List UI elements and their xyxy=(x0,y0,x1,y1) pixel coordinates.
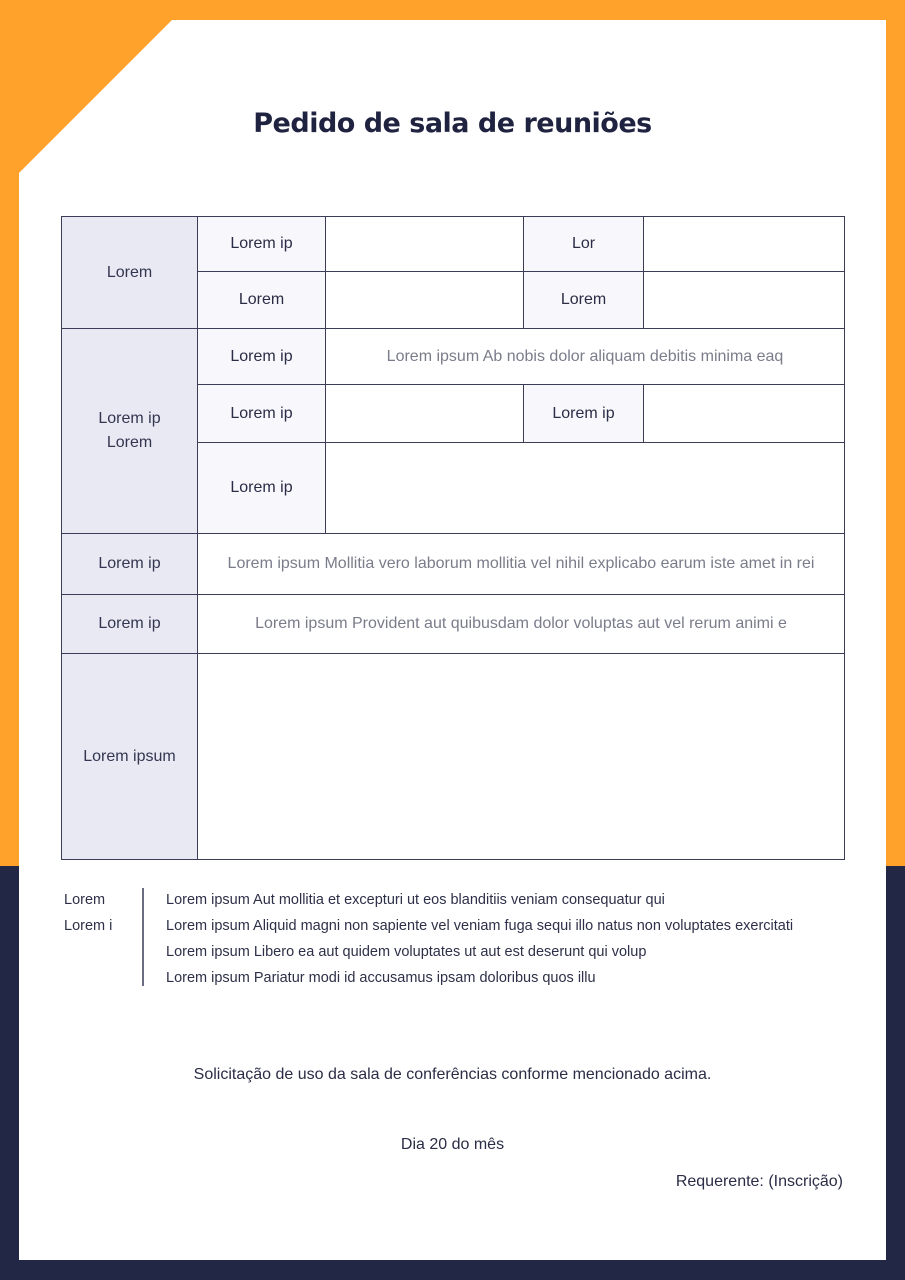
row-header-cell: Lorem ip xyxy=(62,534,198,595)
table-row xyxy=(62,534,845,595)
row-header-cell: Lorem ip xyxy=(62,595,198,654)
field-label: Lorem xyxy=(198,272,326,329)
field-label: Lorem ip xyxy=(198,329,326,385)
list-item: Lorem ipsum Pariatur modi id accusamus ipsam doloribus quos illu xyxy=(166,970,596,986)
document-title: Pedido de sala de reuniões xyxy=(253,108,652,139)
table-row xyxy=(62,217,845,272)
table-row xyxy=(62,654,845,860)
notes-divider xyxy=(142,888,144,986)
field-label: Lorem ip xyxy=(524,385,644,443)
field-label: Lorem xyxy=(524,272,644,329)
field-label: Lor xyxy=(524,217,644,272)
request-statement: Solicitação de uso da sala de conferências conforme mencionado acima. xyxy=(193,1066,712,1083)
request-form-table xyxy=(61,216,845,860)
field-value[interactable]: Lorem ipsum Provident aut quibusdam dolor voluptas aut vel rerum animi e xyxy=(198,595,845,654)
field-label: Lorem ip xyxy=(198,443,326,534)
notes-label: Lorem i xyxy=(64,918,113,934)
group-header-line: Lorem ip xyxy=(98,410,161,427)
table-row xyxy=(62,329,845,385)
large-text-area[interactable] xyxy=(198,654,845,860)
notes-label: Lorem xyxy=(64,892,106,908)
list-item: Lorem ipsum Libero ea aut quidem voluptates ut aut est deserunt qui volup xyxy=(166,944,647,960)
requester-signature-line: Requerente: (Inscrição) xyxy=(675,1173,843,1190)
date-line: Dia 20 do mês xyxy=(400,1136,505,1153)
field-value[interactable]: Lorem ipsum Mollitia vero laborum mollitia vel nihil explicabo earum iste amet in rei xyxy=(198,534,845,595)
list-item: Lorem ipsum Aut mollitia et excepturi ut eos blanditiis veniam consequatur qui xyxy=(166,892,665,908)
field-label: Lorem ip xyxy=(198,385,326,443)
group-header-line: Lorem xyxy=(106,434,153,451)
row-header-cell: Lorem ipsum xyxy=(62,654,198,860)
notes-list xyxy=(166,888,856,992)
field-value-input[interactable] xyxy=(326,272,524,329)
field-value-input[interactable] xyxy=(326,443,845,534)
group-header-cell: Lorem xyxy=(62,217,198,329)
table-row xyxy=(62,595,845,654)
list-item: Lorem ipsum Aliquid magni non sapiente vel veniam fuga sequi illo natus non voluptates exercitati xyxy=(166,918,794,934)
field-value-input[interactable] xyxy=(644,272,845,329)
notes-labels xyxy=(64,888,134,940)
field-value-input[interactable] xyxy=(326,217,524,272)
field-value[interactable]: Lorem ipsum Ab nobis dolor aliquam debitis minima eaq xyxy=(326,329,845,385)
field-label: Lorem ip xyxy=(198,217,326,272)
group-header-cell xyxy=(62,329,198,534)
field-value-input[interactable] xyxy=(644,385,845,443)
field-value-input[interactable] xyxy=(644,217,845,272)
field-value-input[interactable] xyxy=(326,385,524,443)
